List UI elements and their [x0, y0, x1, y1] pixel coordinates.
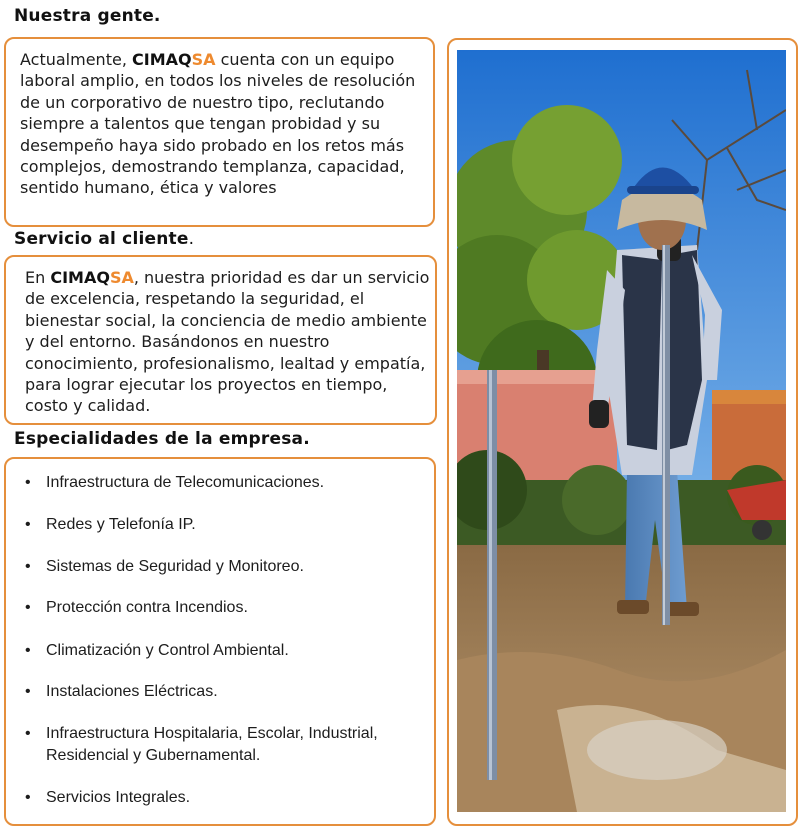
especialidad-item: • Infraestructura de Telecomunicaciones. [46, 472, 416, 494]
worker-photo [457, 50, 786, 812]
servicio-cliente-paragraph [25, 267, 430, 417]
servicio-cliente-box [4, 255, 437, 425]
servicio-cliente-title-suffix: . [188, 229, 195, 249]
brand-name-sa: SA [109, 268, 134, 287]
servicio-cliente-lead: En [25, 268, 46, 287]
brand-name-cimaq: CIMAQ [50, 268, 110, 287]
nuestra-gente-heading: Nuestra gente. [14, 6, 161, 26]
especialidad-item: • Sistemas de Seguridad y Monitoreo. [46, 556, 416, 578]
especialidades-heading: Especialidades de la empresa. [14, 429, 310, 449]
especialidad-item: • Redes y Telefonía IP. [46, 514, 416, 536]
nuestra-gente-paragraph [20, 49, 425, 199]
especialidad-item: • Climatización y Control Ambiental. [46, 640, 416, 662]
especialidad-item: • Protección contra Incendios. [46, 597, 416, 619]
especialidad-item: • Instalaciones Eléctricas. [46, 681, 416, 703]
servicio-cliente-title: Servicio al cliente [14, 229, 189, 249]
especialidad-item: • Servicios Integrales. [46, 787, 416, 809]
nuestra-gente-lead: Actualmente, [20, 50, 127, 69]
brand-name-sa: SA [191, 50, 216, 69]
servicio-cliente-heading [14, 229, 194, 249]
especialidad-item: • Infraestructura Hospitalaria, Escolar, Industrial, Residencial y Gubernamental. [46, 723, 386, 767]
nuestra-gente-text: cuenta con un equipo laboral amplio, en todos los niveles de resolución de un corporativo de nuestro tipo, reclutando siempre a talentos que tengan probidad y su desempeño haya sido probado en los retos más complejos, demostrando templanza, capacidad, sentido humano, ética y valores [20, 50, 416, 198]
brand-name-cimaq: CIMAQ [132, 50, 192, 69]
nuestra-gente-box [4, 37, 435, 227]
servicio-cliente-text: , nuestra prioridad es dar un servicio de excelencia, respetando la seguridad, el bienestar social, la conciencia de medio ambiente y del entorno. Basándonos en nuestro conocimiento, profesionalismo, lealtad y empatía, para lograr ejecutar los proyectos en tiempo, costo y calidad. [25, 268, 430, 416]
